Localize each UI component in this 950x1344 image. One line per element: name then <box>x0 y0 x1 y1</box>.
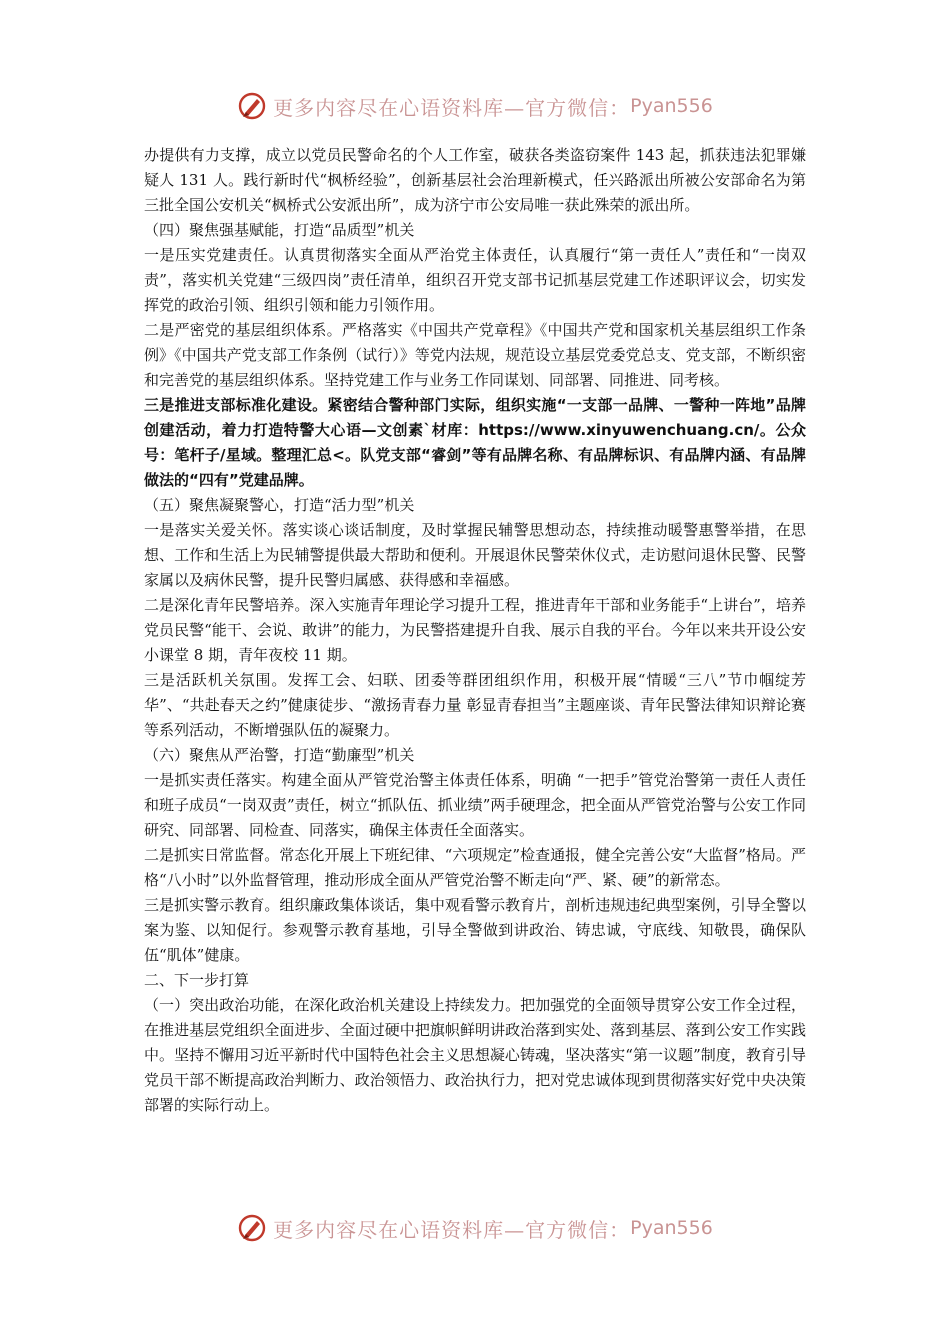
paragraph: 三是抓实警示教育。组织廉政集体谈话，集中观看警示教育片，剖析违规违纪典型案例，引导全警以案为鉴、以知促行。参观警示教育基地，引导全警做到讲政治、铸忠诚，守底线、知敬畏，确保队伍“肌体”健康。 <box>144 896 806 964</box>
paragraph: （一）突出政治功能，在深化政治机关建设上持续发力。把加强党的全面领导贯穿公安工作全过程，在推进基层党组织全面进步、全面过硬中把旗帜鲜明讲政治落到实处、落到基层、落到公安工作实践中。坚持不懈用习近平新时代中国特色社会主义思想凝心铸魂，坚决落实“第一议题”制度，教育引导党员干部不断提高政治判断力、政治领悟力、政治执行力，把对党忠诚体现到贯彻落实好党中央决策部署的实际行动上。 <box>144 996 806 1114</box>
wechat-id: Pyan556 <box>630 95 713 117</box>
header-watermark <box>0 86 950 126</box>
pen-logo-icon <box>237 1213 267 1243</box>
section-heading: （五）聚焦凝聚警心，打造“活力型”机关 <box>144 496 415 514</box>
paragraph: 二是严密党的基层组织体系。严格落实《中国共产党章程》《中国共产党和国家机关基层组织工作条例》《中国共产党支部工作条例（试行）》等党内法规，规范设立基层党委党总支、党支部，不断织密和完善党的基层组织体系。坚持党建工作与业务工作同谋划、同部署、同推进、同考核。 <box>144 321 806 389</box>
watermark-text: 更多内容尽在心语资料库—官方微信： <box>273 95 631 120</box>
watermark-text: 更多内容尽在心语资料库—官方微信： <box>273 1217 631 1242</box>
section-heading: 二、下一步打算 <box>144 971 250 989</box>
paragraph-bold: 三是推进支部标准化建设。紧密结合警种部门实际，组织实施“一支部一品牌、一警种一阵地”品牌创建活动，着力打造特警大心语—文创素`材库：https://www.xinyuwenchuang.cn/。公众号：笔杆子/星域。整理汇总<。队党支部“睿剑”等有品牌名称、有品牌标识、有品牌内涵、有品牌做法的“四有”党建品牌。 <box>144 396 806 489</box>
document-body <box>144 143 806 1118</box>
section-heading: （六）聚焦从严治警，打造“勤廉型”机关 <box>144 746 415 764</box>
paragraph: 二是抓实日常监督。常态化开展上下班纪律、“六项规定”检查通报，健全完善公安“大监督”格局。严格“八小时”以外监督管理，推动形成全面从严管党治警不断走向“严、紧、硬”的新常态。 <box>144 846 806 889</box>
paragraph: 一是抓实责任落实。构建全面从严管党治警主体责任体系，明确 “一把手”管党治警第一责任人责任和班子成员“一岗双责”责任，树立“抓队伍、抓业绩”两手硬理念，把全面从严管党治警与公安工作同研究、同部署、同检查、同落实，确保主体责任全面落实。 <box>144 771 806 839</box>
footer-watermark <box>0 1208 950 1248</box>
paragraph: 办提供有力支撑，成立以党员民警命名的个人工作室，破获各类盗窃案件 143 起，抓获违法犯罪嫌疑人 131 人。践行新时代“枫桥经验”，创新基层社会治理新模式，任兴路派出所被公安部命名为第三批全国公安机关“枫桥式公安派出所”，成为济宁市公安局唯一获此殊荣的派出所。 <box>144 146 806 214</box>
wechat-id: Pyan556 <box>630 1217 713 1239</box>
section-heading: （四）聚焦强基赋能，打造“品质型”机关 <box>144 221 415 239</box>
paragraph: 三是活跃机关氛围。发挥工会、妇联、团委等群团组织作用，积极开展“情暖“三八”节巾帼绽芳华”、“共赴春天之约”健康徒步、“激扬青春力量 彰显青春担当”主题座谈、青年民警法律知识辩论赛等系列活动，不断增强队伍的凝聚力。 <box>144 671 806 739</box>
paragraph: 二是深化青年民警培养。深入实施青年理论学习提升工程，推进青年干部和业务能手“上讲台”，培养党员民警“能干、会说、敢讲”的能力，为民警搭建提升自我、展示自我的平台。今年以来共开设公安小课堂 8 期，青年夜校 11 期。 <box>144 596 806 664</box>
pen-logo-icon <box>237 91 267 121</box>
paragraph: 一是落实关爱关怀。落实谈心谈话制度，及时掌握民辅警思想动态，持续推动暖警惠警举措，在思想、工作和生活上为民辅警提供最大帮助和便利。开展退休民警荣休仪式，走访慰问退休民警、民警家属以及病休民警，提升民警归属感、获得感和幸福感。 <box>144 521 806 589</box>
paragraph: 一是压实党建责任。认真贯彻落实全面从严治党主体责任，认真履行“第一责任人”责任和“一岗双责”，落实机关党建“三级四岗”责任清单，组织召开党支部书记抓基层党建工作述职评议会，切实发挥党的政治引领、组织引领和能力引领作用。 <box>144 246 806 314</box>
